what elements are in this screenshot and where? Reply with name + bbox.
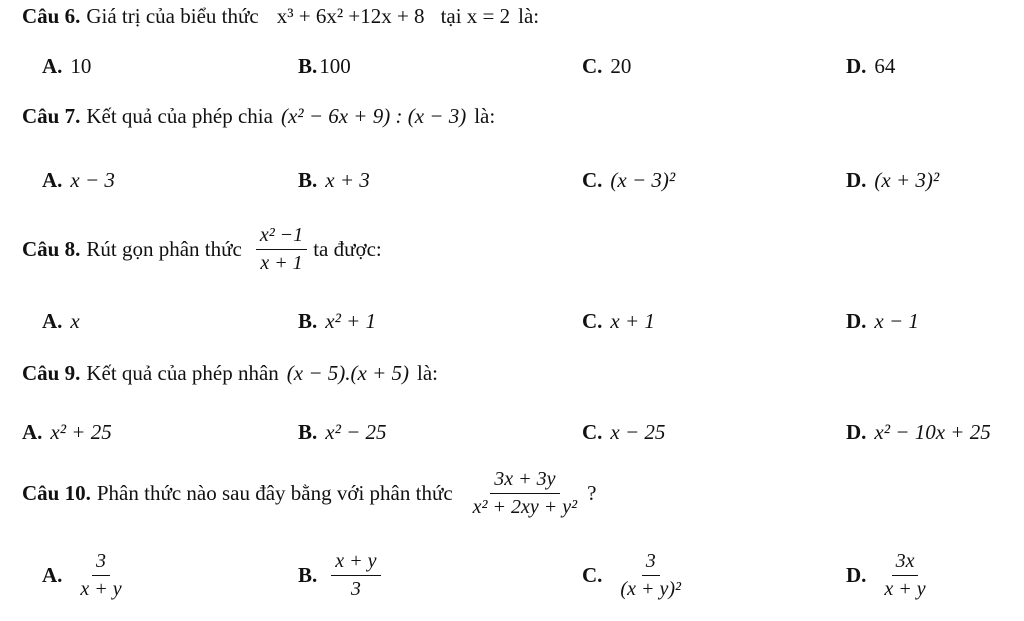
option-a[interactable] bbox=[42, 309, 80, 334]
option-letter: D. bbox=[846, 168, 867, 192]
fraction-numerator: x + y bbox=[331, 550, 380, 576]
option-c[interactable] bbox=[582, 54, 631, 79]
question-text-end: là: bbox=[518, 4, 540, 28]
option-value: (x + 3)² bbox=[874, 168, 940, 192]
expression: (x − 5).(x + 5) bbox=[286, 361, 410, 385]
question-text: Phân thức nào sau đây bằng với phân thức bbox=[96, 481, 453, 505]
option-letter: A. bbox=[42, 168, 63, 192]
option-fraction bbox=[331, 550, 380, 601]
fraction-denominator: x + 1 bbox=[260, 252, 303, 274]
question-8 bbox=[22, 224, 382, 275]
option-fraction bbox=[76, 550, 125, 601]
option-value: x + 1 bbox=[610, 309, 655, 333]
option-letter: B. bbox=[298, 420, 318, 444]
option-c[interactable] bbox=[582, 550, 691, 601]
option-b[interactable] bbox=[298, 54, 351, 79]
question-text: Kết quả của phép nhân bbox=[86, 361, 279, 385]
option-letter: A. bbox=[42, 309, 63, 333]
option-d[interactable] bbox=[846, 168, 939, 193]
question-number: Câu 6. bbox=[22, 4, 81, 28]
option-value: (x − 3)² bbox=[610, 168, 676, 192]
option-value: 10 bbox=[70, 54, 92, 78]
question-text-end: ta được: bbox=[313, 237, 382, 261]
option-value: x − 3 bbox=[70, 168, 115, 192]
option-letter: B. bbox=[298, 168, 318, 192]
option-d[interactable] bbox=[846, 550, 936, 601]
fraction-numerator: 3 bbox=[642, 550, 660, 576]
question-6 bbox=[22, 4, 539, 29]
option-value: 100 bbox=[319, 54, 351, 78]
fraction bbox=[469, 468, 582, 519]
option-b[interactable] bbox=[298, 550, 387, 601]
option-letter: C. bbox=[582, 420, 603, 444]
option-letter: B. bbox=[298, 54, 318, 78]
option-b[interactable] bbox=[298, 168, 370, 193]
option-c[interactable] bbox=[582, 168, 675, 193]
fraction-denominator: (x + y)² bbox=[620, 578, 681, 600]
option-value: x − 1 bbox=[874, 309, 919, 333]
option-c[interactable] bbox=[582, 309, 655, 334]
option-letter: D. bbox=[846, 309, 867, 333]
question-text: Rút gọn phân thức bbox=[86, 237, 242, 261]
option-value: x² − 25 bbox=[325, 420, 387, 444]
fraction-denominator: 3 bbox=[350, 578, 361, 600]
question-number: Câu 9. bbox=[22, 361, 81, 385]
option-letter: C. bbox=[582, 168, 603, 192]
option-a[interactable] bbox=[42, 54, 91, 79]
option-value: 20 bbox=[610, 54, 632, 78]
question-text: Giá trị của biểu thức bbox=[86, 4, 259, 28]
option-d[interactable] bbox=[846, 54, 895, 79]
option-fraction bbox=[880, 550, 929, 601]
option-d[interactable] bbox=[846, 309, 919, 334]
option-letter: B. bbox=[298, 309, 318, 333]
option-letter: C. bbox=[582, 563, 603, 587]
option-fraction bbox=[616, 550, 685, 601]
fraction-denominator: x + y bbox=[884, 578, 926, 600]
fraction-numerator: 3x bbox=[892, 550, 919, 576]
option-b[interactable] bbox=[298, 420, 387, 445]
option-value: x² + 1 bbox=[325, 309, 377, 333]
fraction-denominator: x + y bbox=[80, 578, 122, 600]
fraction-numerator: 3 bbox=[92, 550, 110, 576]
option-value: x − 25 bbox=[610, 420, 666, 444]
question-text-end: là: bbox=[474, 104, 496, 128]
expression: x³ + 6x² +12x + 8 bbox=[276, 4, 425, 28]
option-d[interactable] bbox=[846, 420, 991, 445]
condition: tại x = 2 bbox=[440, 4, 511, 28]
fraction bbox=[256, 224, 307, 275]
question-10 bbox=[22, 468, 596, 519]
option-letter: A. bbox=[42, 563, 63, 587]
option-value: x + 3 bbox=[325, 168, 370, 192]
option-a[interactable] bbox=[42, 168, 115, 193]
fraction-numerator: x² −1 bbox=[256, 224, 307, 250]
question-text-end: là: bbox=[417, 361, 439, 385]
option-a[interactable] bbox=[42, 550, 132, 601]
option-letter: D. bbox=[846, 420, 867, 444]
option-b[interactable] bbox=[298, 309, 376, 334]
fraction-numerator: 3x + 3y bbox=[490, 468, 559, 494]
option-letter: D. bbox=[846, 563, 867, 587]
option-letter: D. bbox=[846, 54, 867, 78]
question-text-end: ? bbox=[587, 481, 597, 505]
question-number: Câu 8. bbox=[22, 237, 81, 261]
option-letter: A. bbox=[42, 54, 63, 78]
option-letter: A. bbox=[22, 420, 43, 444]
option-letter: C. bbox=[582, 54, 603, 78]
option-value: x² + 25 bbox=[50, 420, 112, 444]
question-9 bbox=[22, 361, 438, 386]
option-value: x² − 10x + 25 bbox=[874, 420, 991, 444]
option-a[interactable] bbox=[22, 420, 112, 445]
expression: (x² − 6x + 9) : (x − 3) bbox=[280, 104, 467, 128]
question-number: Câu 10. bbox=[22, 481, 91, 505]
question-number: Câu 7. bbox=[22, 104, 81, 128]
option-c[interactable] bbox=[582, 420, 665, 445]
option-value: x bbox=[70, 309, 80, 333]
option-letter: C. bbox=[582, 309, 603, 333]
fraction-denominator: x² + 2xy + y² bbox=[472, 496, 578, 518]
question-text: Kết quả của phép chia bbox=[86, 104, 273, 128]
option-letter: B. bbox=[298, 563, 318, 587]
option-value: 64 bbox=[874, 54, 896, 78]
question-7 bbox=[22, 104, 495, 129]
